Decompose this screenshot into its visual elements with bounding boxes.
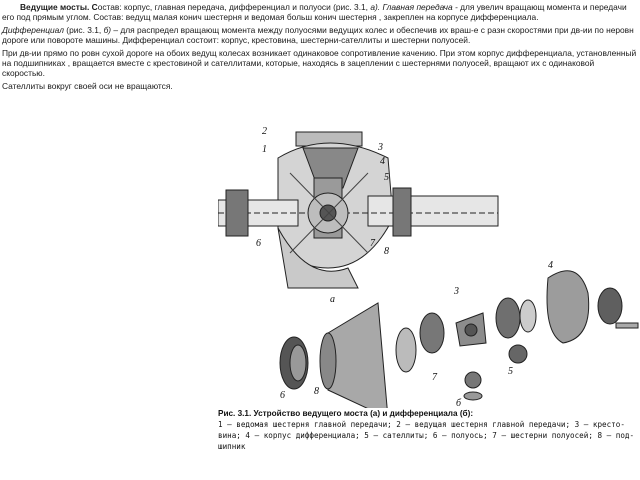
figure-axle-differential xyxy=(218,118,640,480)
label-b: б xyxy=(456,398,462,408)
paragraph-text: остав: корпус, главная передача, дифференциал и полуоси (рис. 3.1, xyxy=(97,2,371,12)
label-3: 3 xyxy=(378,142,383,153)
label-7: 7 xyxy=(432,372,437,383)
paragraph-text: для увелич вращающ момента и передачи его под прямым углом. Состав: ведущ малая конич шестерня и ведомая больш конич шестерня , закреплен на корпусе дифференциала. xyxy=(2,2,627,23)
paragraph-text: (рис. 3.1, xyxy=(63,24,104,35)
label-6: 6 xyxy=(256,238,261,249)
paragraph-text: – для распредел вращающ момента между полуосями ведущих колес и обеспечив их враш-е с разн скоростями при дв-ии по неровн дороге или повороте машины. Дифференциал состоит: корпус, крестовина, шестерни-сателлиты и шестерни полуосей. xyxy=(2,24,634,46)
caption-line: 1 — ведомая шестерня главной передачи; 2 — ведущая шестерня главной передачи; 3 — кресто- xyxy=(218,420,625,429)
label-5: 5 xyxy=(508,366,513,377)
label-4: 4 xyxy=(548,260,553,271)
figure-reference: а). Главная передача - xyxy=(370,2,458,12)
term-differential: Дифференциал xyxy=(2,24,64,35)
paragraph-straight-motion: При дв-ии прямо по ровн сухой дороге на обоих ведущ колесах возникает одинаковое сопротивление качению. При этом корпус дифференциала, установленный на подшипниках , вращается вместе с крестовиной и сателлитами, которые, находясь в зацеплении с шестернями полуосей, вращают их с одинаковой скоростью. xyxy=(2,47,637,79)
label-8: 8 xyxy=(384,246,389,257)
label-a: а xyxy=(330,294,335,305)
paragraph-driving-axles xyxy=(2,2,638,23)
heading-driving-axles: Ведущие мосты. С xyxy=(20,2,98,12)
body-text xyxy=(2,2,638,93)
label-2: 2 xyxy=(262,126,267,137)
label-4: 4 xyxy=(380,156,385,167)
caption-title: Рис. 3.1. Устройство ведущего моста (а) и дифференциала (б): xyxy=(218,409,474,418)
label-8: 8 xyxy=(314,386,319,397)
paragraph-satellites: Сателлиты вокруг своей оси не вращаются. xyxy=(2,80,173,91)
label-7: 7 xyxy=(370,238,375,249)
label-1: 1 xyxy=(262,144,267,155)
label-5: 5 xyxy=(384,172,389,183)
technical-drawing xyxy=(218,118,640,408)
caption-line: шипник xyxy=(218,442,246,451)
caption-line: вина; 4 — корпус дифференциала; 5 — сателлиты; 6 — полуось; 7 — шестерни полуосей; 8 — под- xyxy=(218,431,635,440)
figure-reference: б) xyxy=(103,24,112,35)
label-3: 3 xyxy=(454,286,459,297)
drawing-a-axle-section xyxy=(218,132,498,288)
label-6: 6 xyxy=(280,390,285,401)
drawing-b-exploded-differential xyxy=(280,271,638,408)
paragraph-differential xyxy=(2,25,638,46)
figure-caption xyxy=(218,408,640,452)
